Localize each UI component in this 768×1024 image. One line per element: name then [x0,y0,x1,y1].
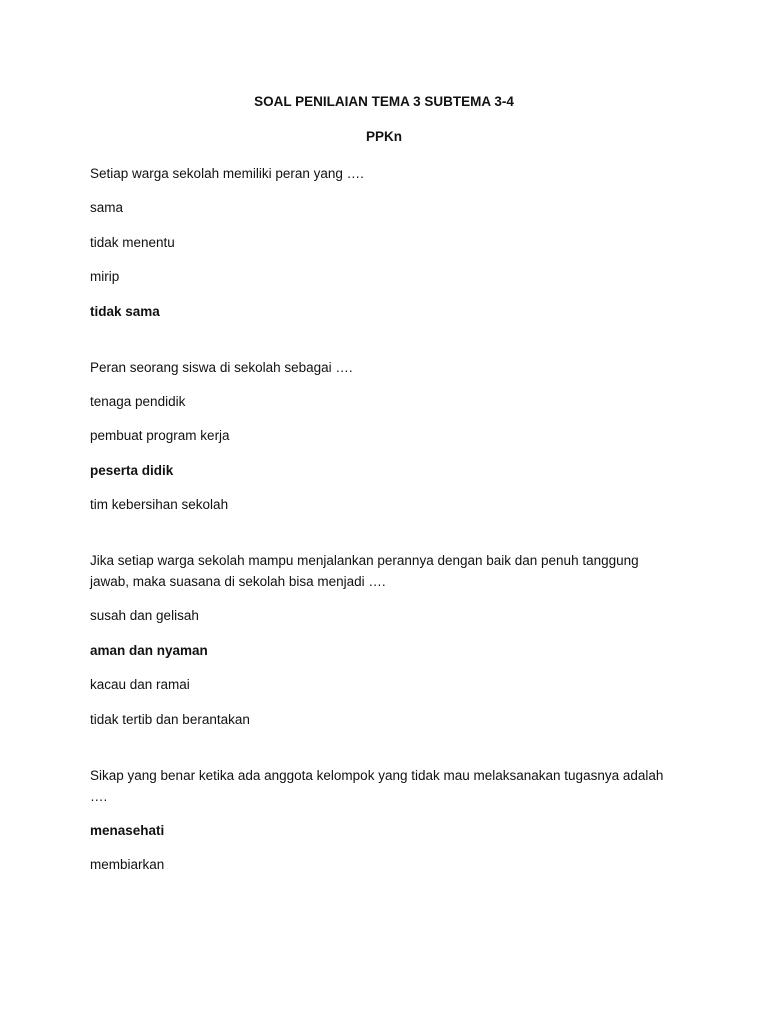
subject-heading: PPKn [365,129,402,144]
question-1 [90,163,680,322]
answer-option: mirip [90,269,120,284]
answer-option: sama [90,200,124,215]
correct-answer-option: peserta didik [90,462,174,478]
answer-option: susah dan gelisah [90,608,199,623]
answer-option: pembuat program kerja [90,428,230,443]
question-3 [90,550,680,730]
question-4 [90,765,680,876]
answer-option: tim kebersihan sekolah [90,497,229,512]
question-text: Sikap yang benar ketika ada anggota kelompok yang tidak mau melaksanakan tugasnya adalah …. [90,767,664,804]
answer-option: tidak tertib dan berantakan [90,711,250,727]
question-list [90,163,680,889]
answer-option: membiarkan [90,857,165,872]
answer-option: tenaga pendidik [90,393,186,409]
correct-answer-option: tidak sama [90,303,160,319]
correct-answer-option: menasehati [90,822,165,838]
question-text: Peran seorang siswa di sekolah sebagai …. [90,359,353,375]
correct-answer-option: aman dan nyaman [90,642,208,658]
answer-option: kacau dan ramai [90,677,190,692]
question-text: Setiap warga sekolah memiliki peran yang …. [90,166,364,181]
answer-option: tidak menentu [90,234,175,250]
question-2 [90,357,680,516]
page-title: SOAL PENILAIAN TEMA 3 SUBTEMA 3-4 [254,94,514,109]
question-text: Jika setiap warga sekolah mampu menjalankan perannya dengan baik dan penuh tanggung jawab, maka suasana di sekolah bisa menjadi …. [90,553,639,589]
